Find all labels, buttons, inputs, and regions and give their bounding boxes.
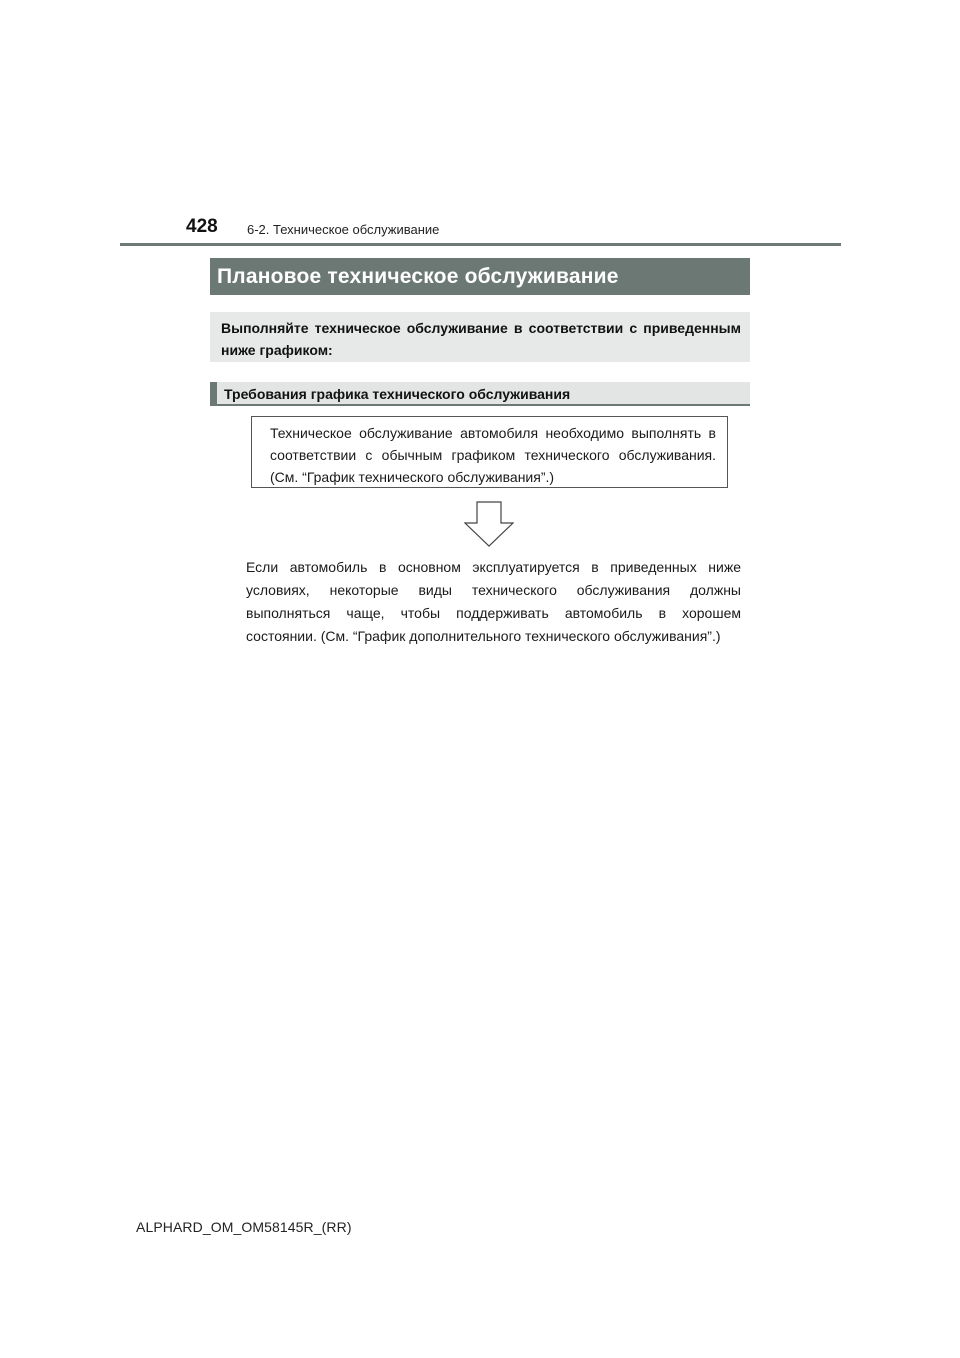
page-number: 428 [186,216,218,237]
header-divider [120,243,841,246]
page-title: Плановое техническое обслуживание [210,258,750,295]
document-code: ALPHARD_OM_OM58145R_(RR) [136,1219,352,1235]
followup-text: Если автомобиль в основном эксплуатируется в приведенных ниже условиях, некоторые виды технического обслуживания должны выполняться чаще, чтобы поддерживать автомобиль в хорошем состоянии. (См. “График дополнительного технического обслуживания”.) [246,559,741,644]
down-arrow-icon [464,501,514,547]
section-label: 6-2. Техническое обслуживание [247,222,440,237]
intro-text: Выполняйте техническое обслуживание в соответствии с приведенным ниже графиком: [210,312,750,362]
requirement-box: Техническое обслуживание автомобиля необходимо выполнять в соответствии с обычным графиком технического обслуживания. (См. “График технического обслуживания”.) [251,416,728,488]
subsection-heading: Требования графика технического обслуживания [210,382,750,406]
